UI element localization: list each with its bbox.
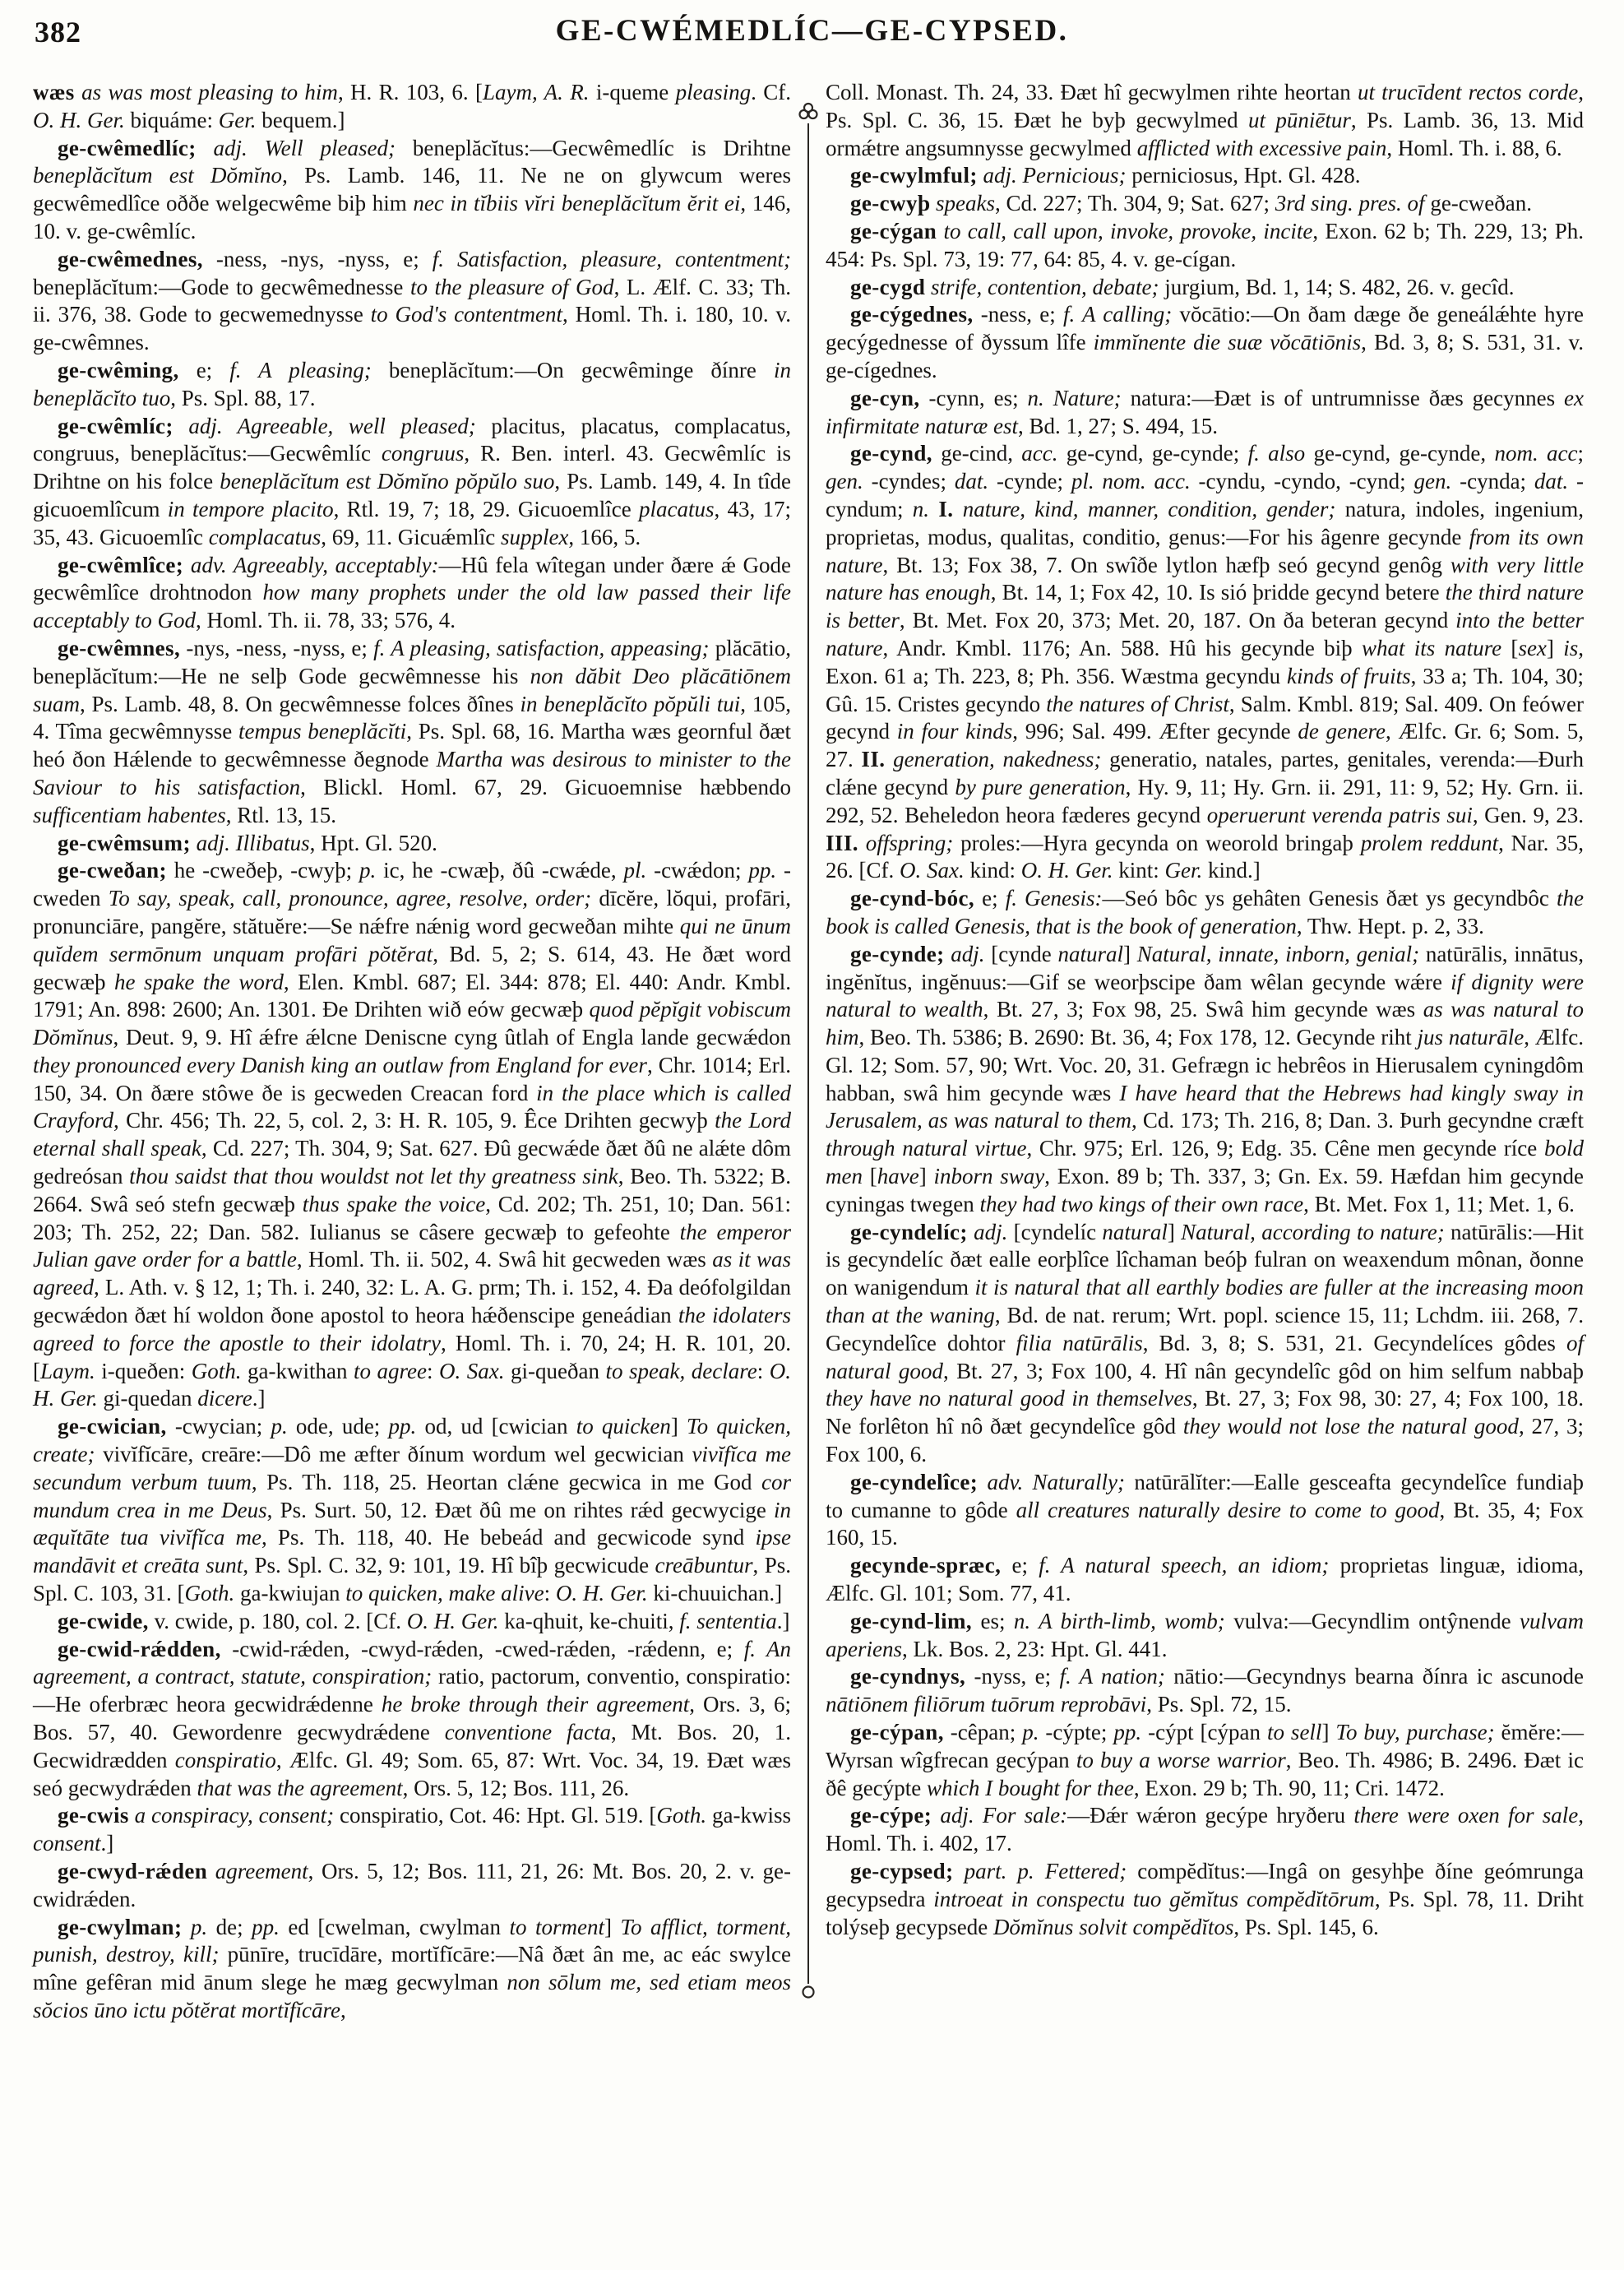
dictionary-entry: gecynde-spræc, e; f. A natural speech, an idiom; proprietas linguæ, idioma, Ælfc. Gl. 101; Som. 77, 41. bbox=[826, 1553, 1584, 1606]
dictionary-entry: ge-cýgednes, -ness, e; f. A calling; vŏcātio:—On ðam dæge ðe geneálǽhte hyre gecýgednesse of ðyssum lîfe immĭnente die suæ vŏcātiōnis, Bd. 3, 8; S. 531, 31. v. ge-cígednes. bbox=[826, 302, 1585, 382]
dictionary-entry: ge-cwis a conspiracy, consent; conspiratio, Cot. 46: Hpt. Gl. 519. [Goth. ga-kwiss consent.] bbox=[33, 1803, 791, 1856]
column-divider-rule bbox=[807, 123, 809, 1984]
left-column bbox=[33, 79, 796, 2025]
dictionary-entry: ge-cwêmednes, -ness, -nys, -nyss, e; f. Satisfaction, pleasure, contentment; beneplăcĭtum:—Gode to gecwêmednesse to the pleasure of God, L. Ælf. C. 33; Th. ii. 376, 38. Gode to gecwemednysse to God's contentment, Homl. Th. i. 180, 10. v. ge-cwêmnes. bbox=[33, 246, 791, 355]
dictionary-entry: ge-cýgan to call, call upon, invoke, provoke, incite, Exon. 62 b; Th. 229, 13; Ph. 454: Ps. Spl. 73, 19: 77, 64: 85, 4. v. ge-cígan. bbox=[826, 218, 1584, 271]
page-header bbox=[33, 13, 1591, 61]
dictionary-entry: ge-cwyd-rǽden agreement, Ors. 5, 12; Bos. 111, 21, 26: Mt. Bos. 20, 2. v. ge-cwidrǽden. bbox=[33, 1859, 791, 1911]
dictionary-entry: ge-cynde; adj. [cynde natural] Natural, innate, inborn, genial; natūrālis, innātus, ingĕnĭtus, ingĕnuus:—Gif se weorþscipe ðam wêlan gecynde wǽre if dignity were natural to wealth, Bt. 27, 3; Fox 98, 25. Swâ him gecynde wæs as was natural to him, Beo. Th. 5386; B. 2690: Bt. 36, 4; Fox 178, 12. Gecynde riht jus naturāle, Ælfc. Gl. 12; Som. 57, 90; Wrt. Voc. 20, 31. Gefrægn ic hebrêos in Hierusalem cyningdôm habban, swâ him gecynde wæs I have heard that the Hebrews had kingly sway in Jerusalem, as was natural to them, Cd. 173; Th. 216, 8; Dan. 3. Þurh gecyndne cræft through natural virtue, Chr. 975; Erl. 126, 9; Edg. 35. Cêne men gecynde ríce bold men [have] inborn sway, Exon. 89 b; Th. 337, 3; Gn. Ex. 59. Hæfdan him gecynde cyningas twegen they had two kings of their own race, Bt. Met. Fox 1, 11; Met. 1, 6. bbox=[826, 941, 1585, 1216]
dictionary-entry: ge-cwêmlîce; adv. Agreeably, acceptably:—Hû fela wîtegan under ðære ǽ Gode gecwêmlîce drohtnodon how many prophets under the old law passed their life acceptably to God, Homl. Th. ii. 78, 33; 576, 4. bbox=[33, 552, 791, 633]
dictionary-entry: ge-cwêming, e; f. A pleasing; beneplăcĭtum:—On gecwêminge ðínre in beneplăcĭto tuo, Ps. Spl. 88, 17. bbox=[33, 357, 791, 410]
dictionary-entry: ge-cwêmsum; adj. Illibatus, Hpt. Gl. 520. bbox=[58, 830, 437, 855]
dictionary-entry: ge-cweðan; he -cweðeþ, -cwyþ; p. ic, he -cwæþ, ðû -cwǽde, pl. -cwǽdon; pp. -cweden To say, speak, call, pronounce, agree, resolve, order; dīcĕre, lŏqui, profāri, pronunciāre, pangĕre, stătuĕre:—Se nǽfre nǽnig word gecweðan mihte qui ne ūnum quĭdem sermōnum unquam profāri pŏtĕrat, Bd. 5, 2; S. 614, 43. He ðæt word gecwæþ he spake the word, Elen. Kmbl. 687; El. 344: 878; El. 440: Andr. Kmbl. 1791; An. 898: 2600; An. 1301. Ðe Drihten wið eów gecwæþ quod pĕpĭgit vobiscum Dŏmĭnus, Deut. 9, 9. Hî ǽfre ǽlcne Deniscne cyng ûtlah of Engla lande gecwǽdon they pronounced every Danish king an outlaw from England for ever, Chr. 1014; Erl. 150, 34. On ðære stôwe ðe is gecweden Creacan ford in the place which is called Crayford, Chr. 456; Th. 22, 5, col. 2, 3: H. R. 105, 9. Êce Drihten gecwyþ the Lord eternal shall speak, Cd. 227; Th. 304, 9; Sat. 627. Ðû gecwǽde ðæt ðû ne alǽte dôm gedreósan thou saidst that thou wouldst not let thy greatness sink, Beo. Th. 5322; B. 2664. Swâ seó stefn gecwæþ thus spake the voice, Cd. 202; Th. 251, 10; Dan. 561: 203; Th. 252, 22; Dan. 582. Iulianus se câsere gecwæþ to gefeohte the emperor Julian gave order for a battle, Homl. Th. ii. 502, 4. Swâ hit gecweden wæs as it was agreed, L. Ath. v. § 12, 1; Th. i. 240, 32: L. A. G. prm; Th. i. 152, 4. Ða deófolgildan gecwǽdon ðæt hí woldon ðone apostol to heora hǽðenscipe geneádian the idolaters agreed to force the apostle to their idolatry, Homl. Th. i. 70, 24; H. R. 101, 20. [Laym. i-queðen: Goth. ga-kwithan to agree: O. Sax. gi-queðan to speak, declare: O. H. Ger. gi-quedan dicere.] bbox=[33, 858, 792, 1411]
dictionary-entry: ge-cypsed; part. p. Fettered; compĕdĭtus:—Ingâ on gesyhþe ðíne geómrunga gecypsedra introeat in conspectu tuo gĕmĭtus compĕdĭtōrum, Ps. Spl. 78, 11. Driht tolýseþ gecypsede Dŏmĭnus solvit compĕdĭtos, Ps. Spl. 145, 6. bbox=[826, 1859, 1584, 1939]
dictionary-entry: ge-cyndelîce; adv. Naturally; natūrālĭter:—Ealle gesceafta gecyndelîce fundiaþ to cumanne to gôde all creatures naturally desire to come to good, Bt. 35, 4; Fox 160, 15. bbox=[826, 1469, 1585, 1550]
dictionary-entry: ge-cynd-bóc, e; f. Genesis:—Seó bôc ys gehâten Genesis ðæt ys gecyndbôc the book is called Genesis, that is the book of generation, Thw. Hept. p. 2, 33. bbox=[826, 886, 1584, 938]
page-number: 382 bbox=[35, 16, 81, 49]
trefoil-printers-mark-icon bbox=[798, 102, 819, 123]
ring-printers-mark-icon bbox=[800, 1984, 817, 2000]
dictionary-entry: ge-cwêmnes, -nys, -ness, -nyss, e; f. A pleasing, satisfaction, appeasing; plăcātio, beneplăcĭtum:—He ne selþ Gode gecwêmnesse his non dăbit Deo plăcātiōnem suam, Ps. Lamb. 48, 8. On gecwêmnesse folces ðînes in beneplăcĭto pŏpŭli tui, 105, 4. Tîma gecwêmnysse tempus beneplăcĭti, Ps. Spl. 68, 16. Martha wæs geornful ðæt heó ðon Hǽlende to gecwêmnesse ðegnode Martha was desirous to minister to the Saviour to his satisfaction, Blickl. Homl. 67, 29. Gicuoemnise hæbbendo sufficentiam habentes, Rtl. 13, 15. bbox=[33, 635, 792, 827]
dictionary-entry: ge-cwician, -cwycian; p. ode, ude; pp. od, ud [cwician to quicken] To quicken, create; vivĭfĭcāre, creāre:—Dô me æfter ðínum wordum wel gecwician vivĭfĭca me secundum verbum tuum, Ps. Th. 118, 25. Heortan clǽne gecwica in me God cor mundum crea in me Deus, Ps. Surt. 50, 12. Ðæt ðû me on rihtes rǽd gecwycige in æquĭtāte tua vivĭfĭca me, Ps. Th. 118, 40. He bebeád and gecwicode synd ipse mandāvit et creāta sunt, Ps. Spl. C. 32, 9: 101, 19. Hî bîþ gecwicude creābuntur, Ps. Spl. C. 103, 31. [Goth. ga-kwiujan to quicken, make alive: O. H. Ger. ki-chuuichan.] bbox=[33, 1414, 791, 1606]
dictionary-entry: ge-cwid-rǽdden, -cwid-rǽden, -cwyd-rǽden, -cwed-rǽden, -rǽdenn, e; f. An agreement, a contract, statute, conspiration; ratio, pactorum, conventio, conspiratio:—He oferbræc heora gecwidrǽdenne he broke through their agreement, Ors. 3, 6; Bos. 57, 40. Gewordenre gecwydrǽdene conventione facta, Mt. Bos. 20, 1. Gecwidrædden conspiratio, Ælfc. Gl. 49; Som. 65, 87: Wrt. Voc. 34, 19. Ðæt wæs seó gecwydrǽden that was the agreement, Ors. 5, 12; Bos. 111, 26. bbox=[33, 1636, 792, 1800]
dictionary-entry: ge-cwêmlíc; adj. Agreeable, well pleased; placitus, placatus, complacatus, congruus, beneplăcĭtus:—Gecwêmlíc congruus, R. Ben. interl. 43. Gecwêmlíc is Drihtne on his folce beneplăcĭtum est Dŏmĭno pŏpŭlo suo, Ps. Lamb. 149, 4. In tîde gicuoemlîcum in tempore placito, Rtl. 19, 7; 18, 29. Gicuoemlîce placatus, 43, 17; 35, 43. Gicuoemlîc complacatus, 69, 11. Gicuǽmlîc supplex, 166, 5. bbox=[33, 413, 791, 549]
dictionary-entry: ge-cyndelíc; adj. [cyndelíc natural] Natural, according to nature; natūrālis:—Hit is gecyndelíc ðæt ealle eorþlîce lîchaman beóþ fulran on weaxendum mônan, ðonne on wanigendum it is natural that all earthly bodies are fuller at the increasing moon than at the waning, Bd. de nat. rerum; Wrt. popl. science 15, 11; Lchdm. iii. 268, 7. Gecyndelîce dohtor filia natūrālis, Bd. 3, 8; S. 531, 21. Gecyndelíces gôdes of natural good, Bt. 27, 3; Fox 100, 4. Hî nân gecyndelîc gôd on him selfum nabbaþ they have no natural good in themselves, Bt. 27, 3; Fox 98, 30: 27, 4; Fox 100, 18. Ne forlêton hî nô ðæt gecyndelîce gôd they would not lose the natural good, 27, 3; Fox 100, 6. bbox=[826, 1219, 1585, 1467]
right-column bbox=[821, 79, 1584, 2025]
dictionary-entry: ge-cwyþ speaks, Cd. 227; Th. 304, 9; Sat. 627; 3rd sing. pres. of ge-cweðan. bbox=[850, 191, 1532, 216]
dictionary-entry: ge-cynd-lim, es; n. A birth-limb, womb; vulva:—Gecyndlim ontŷnende vulvam aperiens, Lk. Bos. 2, 23: Hpt. Gl. 441. bbox=[826, 1608, 1584, 1661]
dictionary-entry: wæs as was most pleasing to him, H. R. 103, 6. [Laym, A. R. i-queme pleasing. Cf. O. H. Ger. biquáme: Ger. bequem.] bbox=[33, 80, 792, 132]
dictionary-entry: ge-cýpe; adj. For sale:—Ðǽr wǽron gecýpe hryðeru there were oxen for sale, Homl. Th. i. 402, 17. bbox=[826, 1803, 1584, 1856]
dictionary-entry: ge-cwide, v. cwide, p. 180, col. 2. [Cf. O. H. Ger. ka-qhuit, ke-chuiti, f. sententia.] bbox=[58, 1608, 790, 1633]
column-divider bbox=[796, 79, 821, 2025]
dictionary-entry: ge-cyn, -cynn, es; n. Nature; natura:—Ðæt is of untrumnisse ðæs gecynnes ex infirmitate naturæ est, Bd. 1, 27; S. 494, 15. bbox=[826, 385, 1584, 438]
page-title: GE-CWÉMEDLÍC—GE-CYPSED. bbox=[555, 14, 1069, 48]
dictionary-entry: ge-cynd, ge-cind, acc. ge-cynd, ge-cynde; f. also ge-cynd, ge-cynde, nom. acc; gen. -cyndes; dat. -cynde; pl. nom. acc. -cyndu, -cyndo, -cynd; gen. -cynda; dat. -cyndum; n. I. nature, kind, manner, condition, gender; natura, indoles, ingenium, proprietas, modus, qualitas, conditio, genus:—For his âgenre gecynde from its own nature, Bt. 13; Fox 38, 7. On swîðe lytlon hæfþ seó gecynd genôg with very little nature has enough, Bt. 14, 1; Fox 42, 10. Is sió þridde gecynd betere the third nature is better, Bt. Met. Fox 20, 373; Met. 20, 187. On ða beteran gecynd into the better nature, Andr. Kmbl. 1176; An. 588. Hû his gecynde biþ what its nature [sex] is, Exon. 61 a; Th. 223, 8; Ph. 356. Wæstma gecyndu kinds of fruits, 33 a; Th. 104, 30; Gû. 15. Cristes gecyndo the natures of Christ, Salm. Kmbl. 819; Sal. 409. On feówer gecynd in four kinds, 996; Sal. 499. Æfter gecynde de genere, Ælfc. Gr. 6; Som. 5, 27. II. generation, nakedness; generatio, natales, partes, genitales, verenda:—Ðurh clǽne gecynd by pure generation, Hy. 9, 11; Hy. Grn. ii. 291, 11: 9, 52; Hy. Grn. ii. 292, 52. Beheledon heora fæderes gecynd operuerunt verenda patris sui, Gen. 9, 23. III. offspring; proles:—Hyra gecynda on weorold bringaþ prolem reddunt, Nar. 35, 26. [Cf. O. Sax. kind: O. H. Ger. kint: Ger. kind.] bbox=[826, 441, 1585, 883]
dictionary-entry: ge-cwylmful; adj. Pernicious; perniciosus, Hpt. Gl. 428. bbox=[850, 163, 1361, 188]
dictionary-entry: ge-cwylman; p. de; pp. ed [cwelman, cwylman to torment] To afflict, torment, punish, destroy, kill; pūnīre, trucīdāre, mortĭfĭcāre:—Nâ ðæt ân me, ac eác swylce mîne gefêran mid ānum slege he mæg gecwylman non sōlum me, sed etiam meos sŏcios ūno ictu pŏtĕrat mortĭfĭcāre, bbox=[33, 1914, 792, 2022]
dictionary-entry: ge-cýpan, -cêpan; p. -cýpte; pp. -cýpt [cýpan to sell] To buy, purchase; ĕmĕre:—Wyrsan wîgfrecan gecýpan to buy a worse warrior, Beo. Th. 4986; B. 2496. Ðæt ic ðê gecýpte which I bought for thee, Exon. 29 b; Th. 90, 11; Cri. 1472. bbox=[826, 1720, 1585, 1800]
dictionary-entry: ge-cwêmedlíc; adj. Well pleased; beneplăcĭtus:—Gecwêmedlíc is Drihtne beneplăcĭtum est Dŏmĭno, Ps. Lamb. 146, 11. Ne ne on glywcum weres gecwêmedlîce oððe welgecwême biþ him nec in tĭbiis vĭri beneplăcĭtum ĕrit ei, 146, 10. v. ge-cwêmlíc. bbox=[33, 135, 792, 243]
dictionary-entry: Coll. Monast. Th. 24, 33. Ðæt hî gecwylmen rihte heortan ut trucīdent rectos corde, Ps. Spl. C. 36, 15. Ðæt he byþ gecwylmed ut pūniētur, Ps. Lamb. 36, 13. Mid ormǽtre angsumnysse gecwylmed afflicted with excessive pain, Homl. Th. i. 88, 6. bbox=[826, 80, 1585, 160]
dictionary-entry: ge-cygd strife, contention, debate; jurgium, Bd. 1, 14; S. 482, 26. v. gecîd. bbox=[850, 274, 1515, 299]
page-columns bbox=[33, 79, 1591, 2025]
dictionary-entry: ge-cyndnys, -nyss, e; f. A nation; nātio:—Gecyndnys bearna ðínra ic ascunode nātiōnem filiōrum tuōrum reprobāvi, Ps. Spl. 72, 15. bbox=[826, 1664, 1585, 1717]
